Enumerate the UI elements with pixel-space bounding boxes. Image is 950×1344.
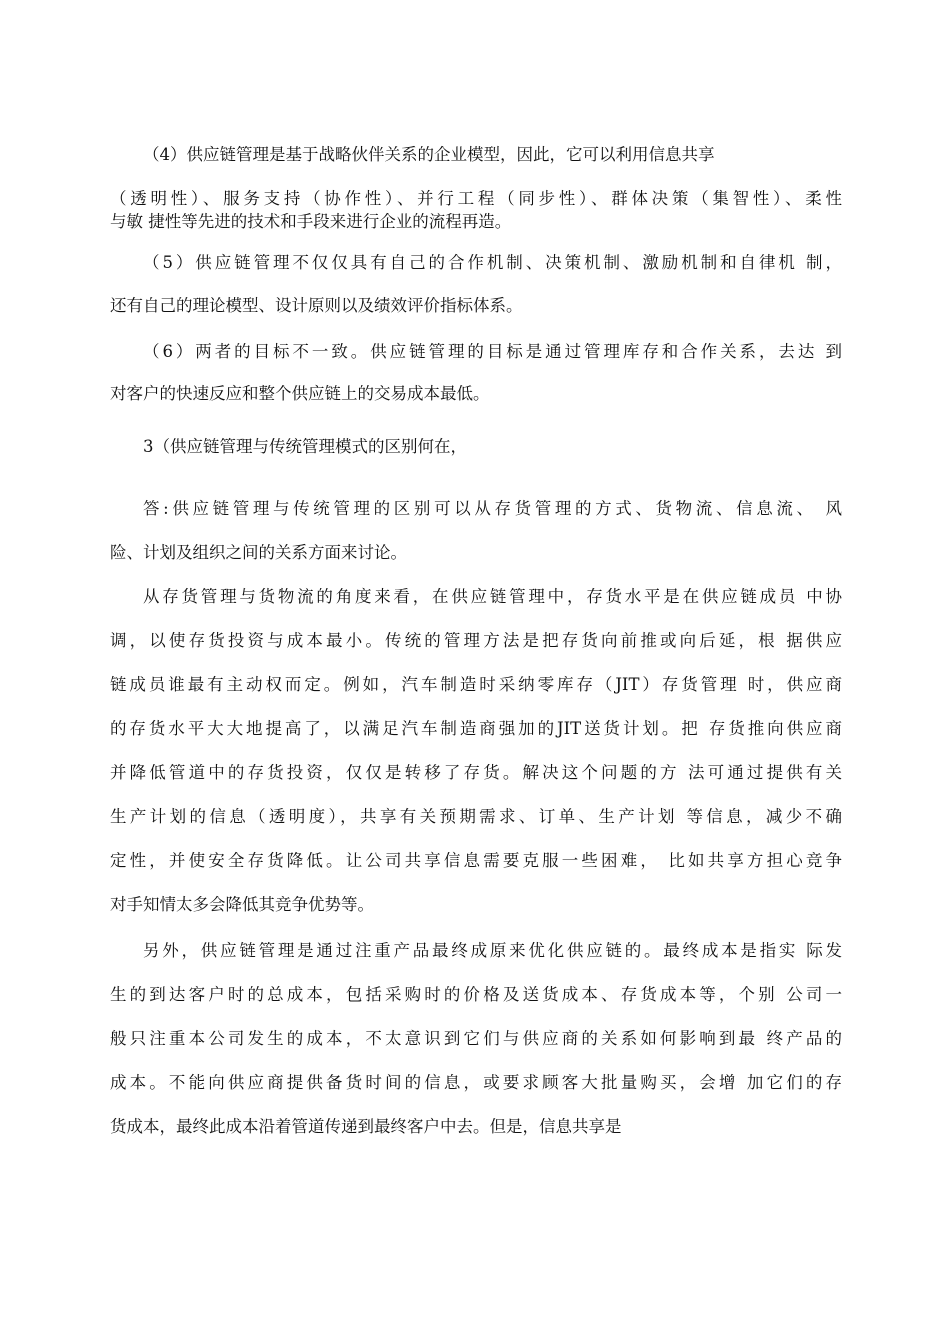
inventory-paragraph-line-8: 对手知情太多会降低其竞争优势等。 bbox=[110, 895, 374, 914]
final-cost-paragraph-line-3: 般只注重本公司发生的成本，不太意识到它们与供应商的关系如何影响到最 终产品的 bbox=[110, 1029, 842, 1048]
question-3-heading: 3（供应链管理与传统管理模式的区别何在， bbox=[143, 437, 467, 456]
final-cost-paragraph-line-1: 另外，供应链管理是通过注重产品最终成原来优化供应链的。最终成本是指实 际发 bbox=[143, 941, 842, 960]
inventory-paragraph-line-6: 生产计划的信息（透明度），共享有关预期需求、订单、生产计划 等信息，减少不确 bbox=[110, 807, 842, 826]
inventory-paragraph-line-1: 从存货管理与货物流的角度来看，在供应链管理中，存货水平是在供应链成员 中协 bbox=[143, 587, 842, 606]
answer-line-2: 险、计划及组织之间的关系方面来讨论。 bbox=[110, 543, 407, 562]
inventory-paragraph-line-2: 调，以使存货投资与成本最小。传统的管理方法是把存货向前推或向后延，根 据供应 bbox=[110, 631, 842, 650]
inventory-paragraph-line-7: 定性，并使安全存货降低。让公司共享信息需要克服一些困难， 比如共享方担心竞争 bbox=[110, 851, 842, 870]
paragraph-4-line-2: （透明性）、服务支持（协作性）、并行工程（同步性）、群体决策（集智性）、柔性 bbox=[110, 189, 842, 208]
paragraph-6-line-1: （6）两者的目标不一致。供应链管理的目标是通过管理库存和合作关系，去达 到 bbox=[143, 342, 842, 361]
answer-line-1: 答:供应链管理与传统管理的区别可以从存货管理的方式、货物流、信息流、 风 bbox=[143, 499, 842, 518]
inventory-paragraph-line-3: 链成员谁最有主动权而定。例如，汽车制造时采纳零库存（JIT）存货管理 时，供应商 bbox=[110, 675, 842, 694]
paragraph-5-line-1: （5）供应链管理不仅仅具有自己的合作机制、决策机制、激励机制和自律机 制， bbox=[143, 253, 842, 272]
paragraph-4-line-3: 与敏 捷性等先进的技术和手段来进行企业的流程再造。 bbox=[110, 212, 512, 231]
paragraph-4-line-1: （4）供应链管理是基于战略伙伴关系的企业模型，因此，它可以利用信息共享 bbox=[143, 145, 715, 164]
inventory-paragraph-line-4: 的存货水平大大地提高了，以满足汽车制造商强加的JIT送货计划。把 存货推向供应商 bbox=[110, 719, 842, 738]
paragraph-6-line-2: 对客户的快速反应和整个供应链上的交易成本最低。 bbox=[110, 384, 490, 403]
final-cost-paragraph-line-5: 货成本，最终此成本沿着管道传递到最终客户中去。但是，信息共享是 bbox=[110, 1117, 622, 1136]
final-cost-paragraph-line-2: 生的到达客户时的总成本，包括采购时的价格及送货成本、存货成本等，个别 公司一 bbox=[110, 985, 842, 1004]
paragraph-5-line-2: 还有自己的理论模型、设计原则以及绩效评价指标体系。 bbox=[110, 296, 523, 315]
inventory-paragraph-line-5: 并降低管道中的存货投资，仅仅是转移了存货。解决这个问题的方 法可通过提供有关 bbox=[110, 763, 842, 782]
final-cost-paragraph-line-4: 成本。不能向供应商提供备货时间的信息，或要求顾客大批量购买，会增 加它们的存 bbox=[110, 1073, 842, 1092]
